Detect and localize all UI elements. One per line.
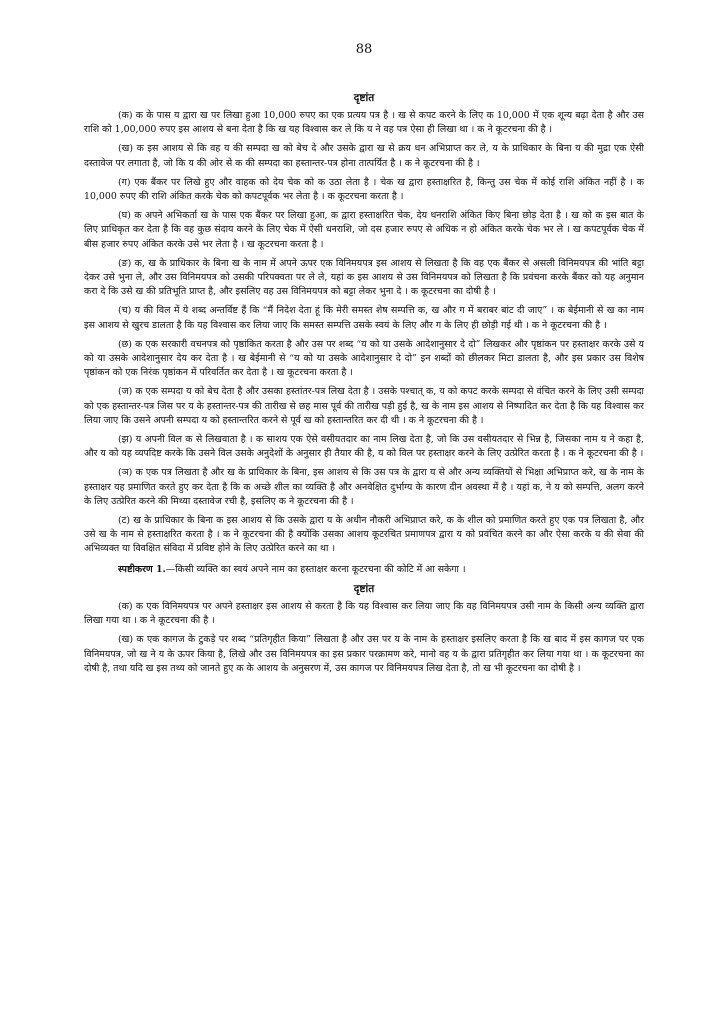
explanation-paragraph [84, 563, 644, 577]
illustration-paragraph: (क) क के पास य द्वारा ख पर लिखा हुआ 10,000 रुपए का एक प्रत्यय पत्र है । ख से कपट करने के लिए क 10,000 में एक शून्य बढ़ा देता है और उस राशि को 1,00,000 रुपए इस आशय से बना देता है कि ख यह विश्वास कर ले कि य ने वह पत्र ऐसा ही लिखा था । क ने कूटरचना की है । [84, 110, 644, 136]
illustration-paragraph: (ख) क इस आशय से कि वह य की सम्पदा ख को बेच दे और उसके द्वारा ख से क्रय धन अभिप्राप्त कर ले, य के प्राधिकार के बिना य की मुद्रा एक ऐसी दस्तावेज पर लगाता है, जो कि य की ओर से क की सम्पदा का हस्तान्तर-पत्र होना तात्पर्यित है । क ने कूटरचना की है । [84, 143, 644, 169]
explanation-text: —किसी व्यक्ति का स्वयं अपने नाम का हस्ताक्षर करना कूटरचना की कोटि में आ सकेगा । [165, 563, 466, 575]
illustration-paragraph: (झ) य अपनी विल क से लिखवाता है । क साशय एक ऐसे वसीयतदार का नाम लिख देता है, जो कि उस वसीयतदार से भिन्न है, जिसका नाम य ने कहा है, और य को यह व्यपदिष्ट करके कि उसने विल उसके अनुदेशों के अनुसार ही तैयार की है, य को विल पर हस्ताक्षर करने के लिए उत्प्रेरित करता है । क ने कूटरचना की है । [84, 434, 644, 460]
page-number: 88 [355, 42, 373, 57]
illustration-paragraph: (ङ) क, ख के प्राधिकार के बिना ख के नाम में अपने ऊपर एक विनिमयपत्र इस आशय से लिखता है कि वह एक बैंकर से असली विनिमयपत्र की भांति बट्टा देकर उसे भुना ले, और उस विनिमयपत्र को उसकी परिपक्वता पर ले ले, यहां क इस आशय से उस विनिमयपत्र को लिखता है कि प्रवंचना करके बैंकर को यह अनुमान करा दे कि उसे ख की प्रतिभूति प्राप्त है, और इसलिए वह उस विनिमयपत्र को बट्टा लेकर भुना दे । क कूटरचना का दोषी है । [84, 257, 644, 298]
illustrations-list-2 [84, 600, 644, 676]
explanation-label: स्पष्टीकरण 1. [118, 563, 166, 575]
illustration-paragraph: (घ) क अपने अभिकर्ता ख के पास एक बैंकर पर लिखा हुआ, क द्वारा हस्ताक्षरित चेक, देय धनराशि अंकित किए बिना छोड़ देता है । ख को क इस बात के लिए प्राधिकृत कर देता है कि वह कुछ संदाय करने के लिए चेक में ऐसी धनराशि, जो दस हजार रुपए से अधिक न हो अंकित करके चेक भर ले । ख कपटपूर्वक चेक में बीस हजार रुपए अंकित करके उसे भर लेता है । ख कूटरचना करता है । [84, 210, 644, 250]
illustration-paragraph: (ज) क एक सम्पदा य को बेच देता है और उसका हस्तांतर-पत्र लिख देता है । उसके पश्चात् क, य को कपट करके सम्पदा से वंचित करने के लिए उसी सम्पदा को एक हस्तान्तर-पत्र जिस पर य के हस्तान्तर-पत्र की तारीख से छह मास पूर्व की तारीख पड़ी हुई है, ख के नाम इस आशय से निष्पादित कर देता है कि यह विश्वास कर लिया जाए कि उसने अपनी सम्पदा य को हस्तान्तरित करने से पूर्व ख को हस्तान्तरित कर दी थी । क ने कूटरचना की है । [84, 386, 644, 426]
illustration-paragraph: (ञ) क एक पत्र लिखता है और ख के प्राधिकार के बिना, इस आशय से कि उस पत्र के द्वारा य से और अन्य व्यक्तियों से भिक्षा अभिप्राप्त करे, ख के नाम के हस्ताक्षर यह प्रमाणित करते हुए कर देता है कि क अच्छे शील का व्यक्ति है और अनवेक्षित दुर्भाग्य के कारण दीन अवस्था में है । यहां क, ने य को सम्पत्ति, अलग करने के लिए उत्प्रेरित करने की मिथ्या दस्तावेज रची है, इसलिए क ने कूटरचना की है । [84, 467, 644, 507]
illustration-paragraph: (ग) एक बैंकर पर लिखे हुए और वाहक को देय चेक को क उठा लेता है । चेक ख द्वारा हस्ताक्षरित है, किन्तु उस चेक में कोई राशि अंकित नहीं है । क 10,000 रुपए की राशि अंकित करके चेक को कपटपूर्वक भर लेता है । क कूटरचना करता है । [84, 176, 644, 203]
illustration-paragraph: (छ) क एक सरकारी वचनपत्र को पृष्ठांकित करता है और उस पर शब्द “य को या उसके आदेशानुसार दे दो” लिखकर और पृष्ठांकन पर हस्ताक्षर करके उसे य को या उसके आदेशानुसार देय कर देता है । ख बेईमानी से “य को या उसके आदेशानुसार दे दो” इन शब्दों को छीलकर मिटा डालता है, और इस प्रकार उस विशेष पृष्ठांकन को एक निरंक पृष्ठांकन में परिवर्तित कर देता है । ख कूटरचना करता है । [84, 338, 644, 379]
illustration-paragraph: (क) क एक विनिमयपत्र पर अपने हस्ताक्षर इस आशय से करता है कि यह विश्वास कर लिया जाए कि वह विनिमयपत्र उसी नाम के किसी अन्य व्यक्ति द्वारा लिखा गया था । क ने कूटरचना की है । [84, 600, 644, 627]
illustration-paragraph: (ट) ख के प्राधिकार के बिना क इस आशय से कि उसके द्वारा य के अधीन नौकरी अभिप्राप्त करे, क के शील को प्रमाणित करते हुए एक पत्र लिखता है, और उसे ख के नाम से हस्ताक्षरित करता है । क ने कूटरचना की है क्योंकि उसका आशय कूटरचित प्रमाणपत्र द्वारा य को प्रवंचित करने का और ऐसा करके य की सेवा की अभिव्यक्त या विवक्षित संविदा में प्रविष्ट होने के लिए उत्प्रेरित करने का था । [84, 515, 644, 555]
illustrations-heading: दृष्टांत [353, 92, 375, 104]
illustration-paragraph: (च) य की विल में ये शब्द अन्तर्विष्ट हैं कि “मैं निदेश देता हूं कि मेरी समस्त शेष सम्पत्ति क, ख और ग में बराबर बांट दी जाए” । क बेईमानी से ख का नाम इस आशय से खुरच डालता है कि यह विश्वास कर लिया जाए कि समस्त सम्पत्ति उसके स्वयं के लिए और ग के लिए ही छोड़ी गई थी । क ने कूटरचना की है । [84, 305, 644, 331]
illustration-paragraph: (ख) क एक कागज के टुकड़े पर शब्द “प्रतिगृहीत किया” लिखता है और उस पर य के नाम के हस्ताक्षर इसलिए करता है कि ख बाद में इस कागज पर एक विनिमयपत्र, जो ख ने य के ऊपर किया है, लिखे और उस विनिमयपत्र का इस प्रकार परक्रामण करे, मानो वह य के द्वारा प्रतिगृहीत कर लिया गया था । क कूटरचना का दोषी है, तथा यदि ख इस तथ्य को जानते हुए क के आशय के अनुसरण में, उस कागज पर विनिमयपत्र लिख देता है, तो ख भी कूटरचना का दोषी है । [84, 634, 644, 674]
illustrations-heading-2: दृष्टांत [353, 582, 375, 595]
illustrations-list [84, 109, 644, 557]
